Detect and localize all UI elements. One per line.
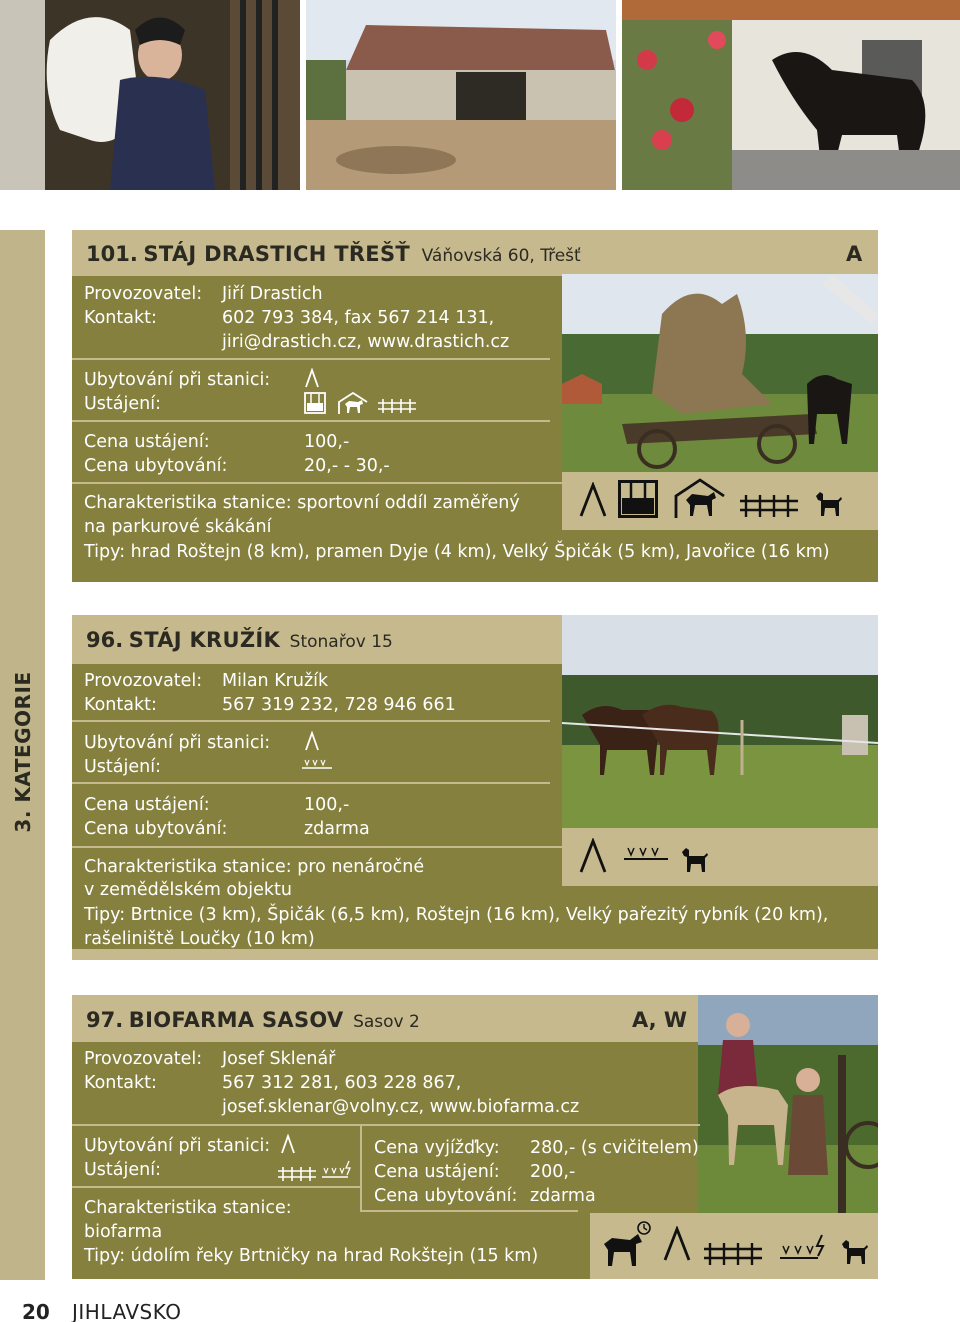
stabling-label: Ustájení: <box>84 1160 161 1180</box>
entry-title: 97. BIOFARMA SASOV Sasov 2 <box>86 1008 420 1032</box>
region-name: JIHLAVSKO <box>72 1300 182 1322</box>
pasture-electric-icon <box>322 1160 354 1180</box>
operator-label: Provozovatel: <box>84 671 203 691</box>
ride-price-value: 280,- (s cvičitelem) <box>530 1138 699 1158</box>
price-lodging-label: Cena ubytování: <box>374 1186 518 1206</box>
dog-icon <box>840 1236 870 1266</box>
stall-icon <box>618 480 658 518</box>
price-stabling-value: 100,- <box>304 795 350 815</box>
characteristic-cont: na parkurové skákání <box>84 517 272 537</box>
divider <box>72 782 550 784</box>
contact-label: Kontakt: <box>84 1073 157 1093</box>
operator-value: Jiří Drastich <box>222 284 323 304</box>
price-lodging-value: zdarma <box>530 1186 596 1206</box>
divider <box>72 420 550 422</box>
divider <box>72 1124 700 1126</box>
lodging-label: Ubytování při stanici: <box>84 1136 271 1156</box>
price-lodging-value: zdarma <box>304 819 370 839</box>
characteristic: Charakteristika stanice: pro nenáročné <box>84 857 425 877</box>
characteristic: Charakteristika stanice: <box>84 1198 292 1218</box>
price-stabling-label: Cena ustájení: <box>84 432 210 452</box>
contact-label: Kontakt: <box>84 695 157 715</box>
price-stabling-value: 100,- <box>304 432 350 452</box>
tent-icon <box>578 838 608 874</box>
dog-icon <box>680 844 710 874</box>
price-stabling-label: Cena ustájení: <box>84 795 210 815</box>
divider <box>360 1210 578 1212</box>
category-side-label: 3. KATEGORIE <box>10 671 35 833</box>
photo-horse-stable <box>0 0 300 190</box>
stall-icon <box>304 392 326 414</box>
price-lodging-label: Cena ubytování: <box>84 456 228 476</box>
tips: Tipy: Brtnice (3 km), Špičák (6,5 km), Roštejn (16 km), Velký pařezitý rybník (20 km), <box>84 905 829 925</box>
icon-strip <box>562 828 878 886</box>
photo-wooden-sculpture <box>562 274 878 472</box>
tent-icon <box>304 368 320 388</box>
contact-value: 602 793 384, fax 567 214 131, <box>222 308 495 328</box>
operator-value: Milan Kružík <box>222 671 329 691</box>
pasture-icon <box>302 758 332 770</box>
entry-title: 101. STÁJ DRASTICH TŘEŠŤ Váňovská 60, Třešť <box>86 242 581 266</box>
photo-black-horse <box>622 0 960 190</box>
divider <box>72 720 550 722</box>
ride-price-label: Cena vyjížďky: <box>374 1138 500 1158</box>
contact-value: 567 319 232, 728 946 661 <box>222 695 456 715</box>
price-stabling-label: Cena ustájení: <box>374 1162 500 1182</box>
tent-icon <box>280 1134 296 1154</box>
tent-icon <box>662 1226 692 1262</box>
pasture-electric-icon <box>780 1234 828 1262</box>
contact-web: josef.sklenar@volny.cz, www.biofarma.cz <box>222 1097 580 1117</box>
tips: Tipy: hrad Roštejn (8 km), pramen Dyje (4 km), Velký Špičák (5 km), Javořice (16 km) <box>84 542 830 562</box>
contact-value: 567 312 281, 603 228 867, <box>222 1073 462 1093</box>
stabling-label: Ustájení: <box>84 757 161 777</box>
fence-icon <box>278 1166 316 1182</box>
characteristic-cont: biofarma <box>84 1222 163 1242</box>
divider <box>72 846 562 848</box>
divider <box>72 482 562 484</box>
photo-barn <box>306 0 616 190</box>
tips-cont: rašeliniště Loučky (10 km) <box>84 929 315 949</box>
page-number: 20 <box>22 1300 50 1322</box>
photo-horses-pasture <box>562 615 878 828</box>
fence-icon <box>704 1242 762 1266</box>
shelter-horse-icon <box>336 390 370 416</box>
operator-label: Provozovatel: <box>84 284 203 304</box>
operator-label: Provozovatel: <box>84 1049 203 1069</box>
lodging-label: Ubytování při stanici: <box>84 733 271 753</box>
category-badge: A, W <box>632 1008 688 1032</box>
fence-icon <box>740 494 798 518</box>
lodging-label: Ubytování při stanici: <box>84 370 271 390</box>
fence-icon <box>378 398 416 414</box>
price-lodging-value: 20,- - 30,- <box>304 456 390 476</box>
tent-icon <box>578 482 608 518</box>
pasture-icon <box>624 846 668 862</box>
operator-value: Josef Sklenář <box>222 1049 336 1069</box>
photo-riders <box>698 995 878 1213</box>
contact-label: Kontakt: <box>84 308 157 328</box>
tips: Tipy: údolím řeky Brtničky na hrad Rokštejn (15 km) <box>84 1246 539 1266</box>
divider <box>72 358 550 360</box>
price-lodging-label: Cena ubytování: <box>84 819 228 839</box>
divider <box>360 1126 362 1212</box>
characteristic: Charakteristika stanice: sportovní oddíl zaměřený <box>84 493 520 513</box>
tent-icon <box>304 731 320 751</box>
characteristic-cont: v zemědělském objektu <box>84 880 292 900</box>
stabling-label: Ustájení: <box>84 394 161 414</box>
entry-title: 96. STÁJ KRUŽÍK Stonařov 15 <box>86 628 393 652</box>
divider <box>72 1186 362 1188</box>
price-stabling-value: 200,- <box>530 1162 576 1182</box>
shelter-horse-icon <box>672 476 728 520</box>
category-badge: A <box>846 242 863 266</box>
contact-web: jiri@drastich.cz, www.drastich.cz <box>222 332 510 352</box>
dog-icon <box>814 488 844 518</box>
riding-instructor-icon <box>600 1218 656 1270</box>
